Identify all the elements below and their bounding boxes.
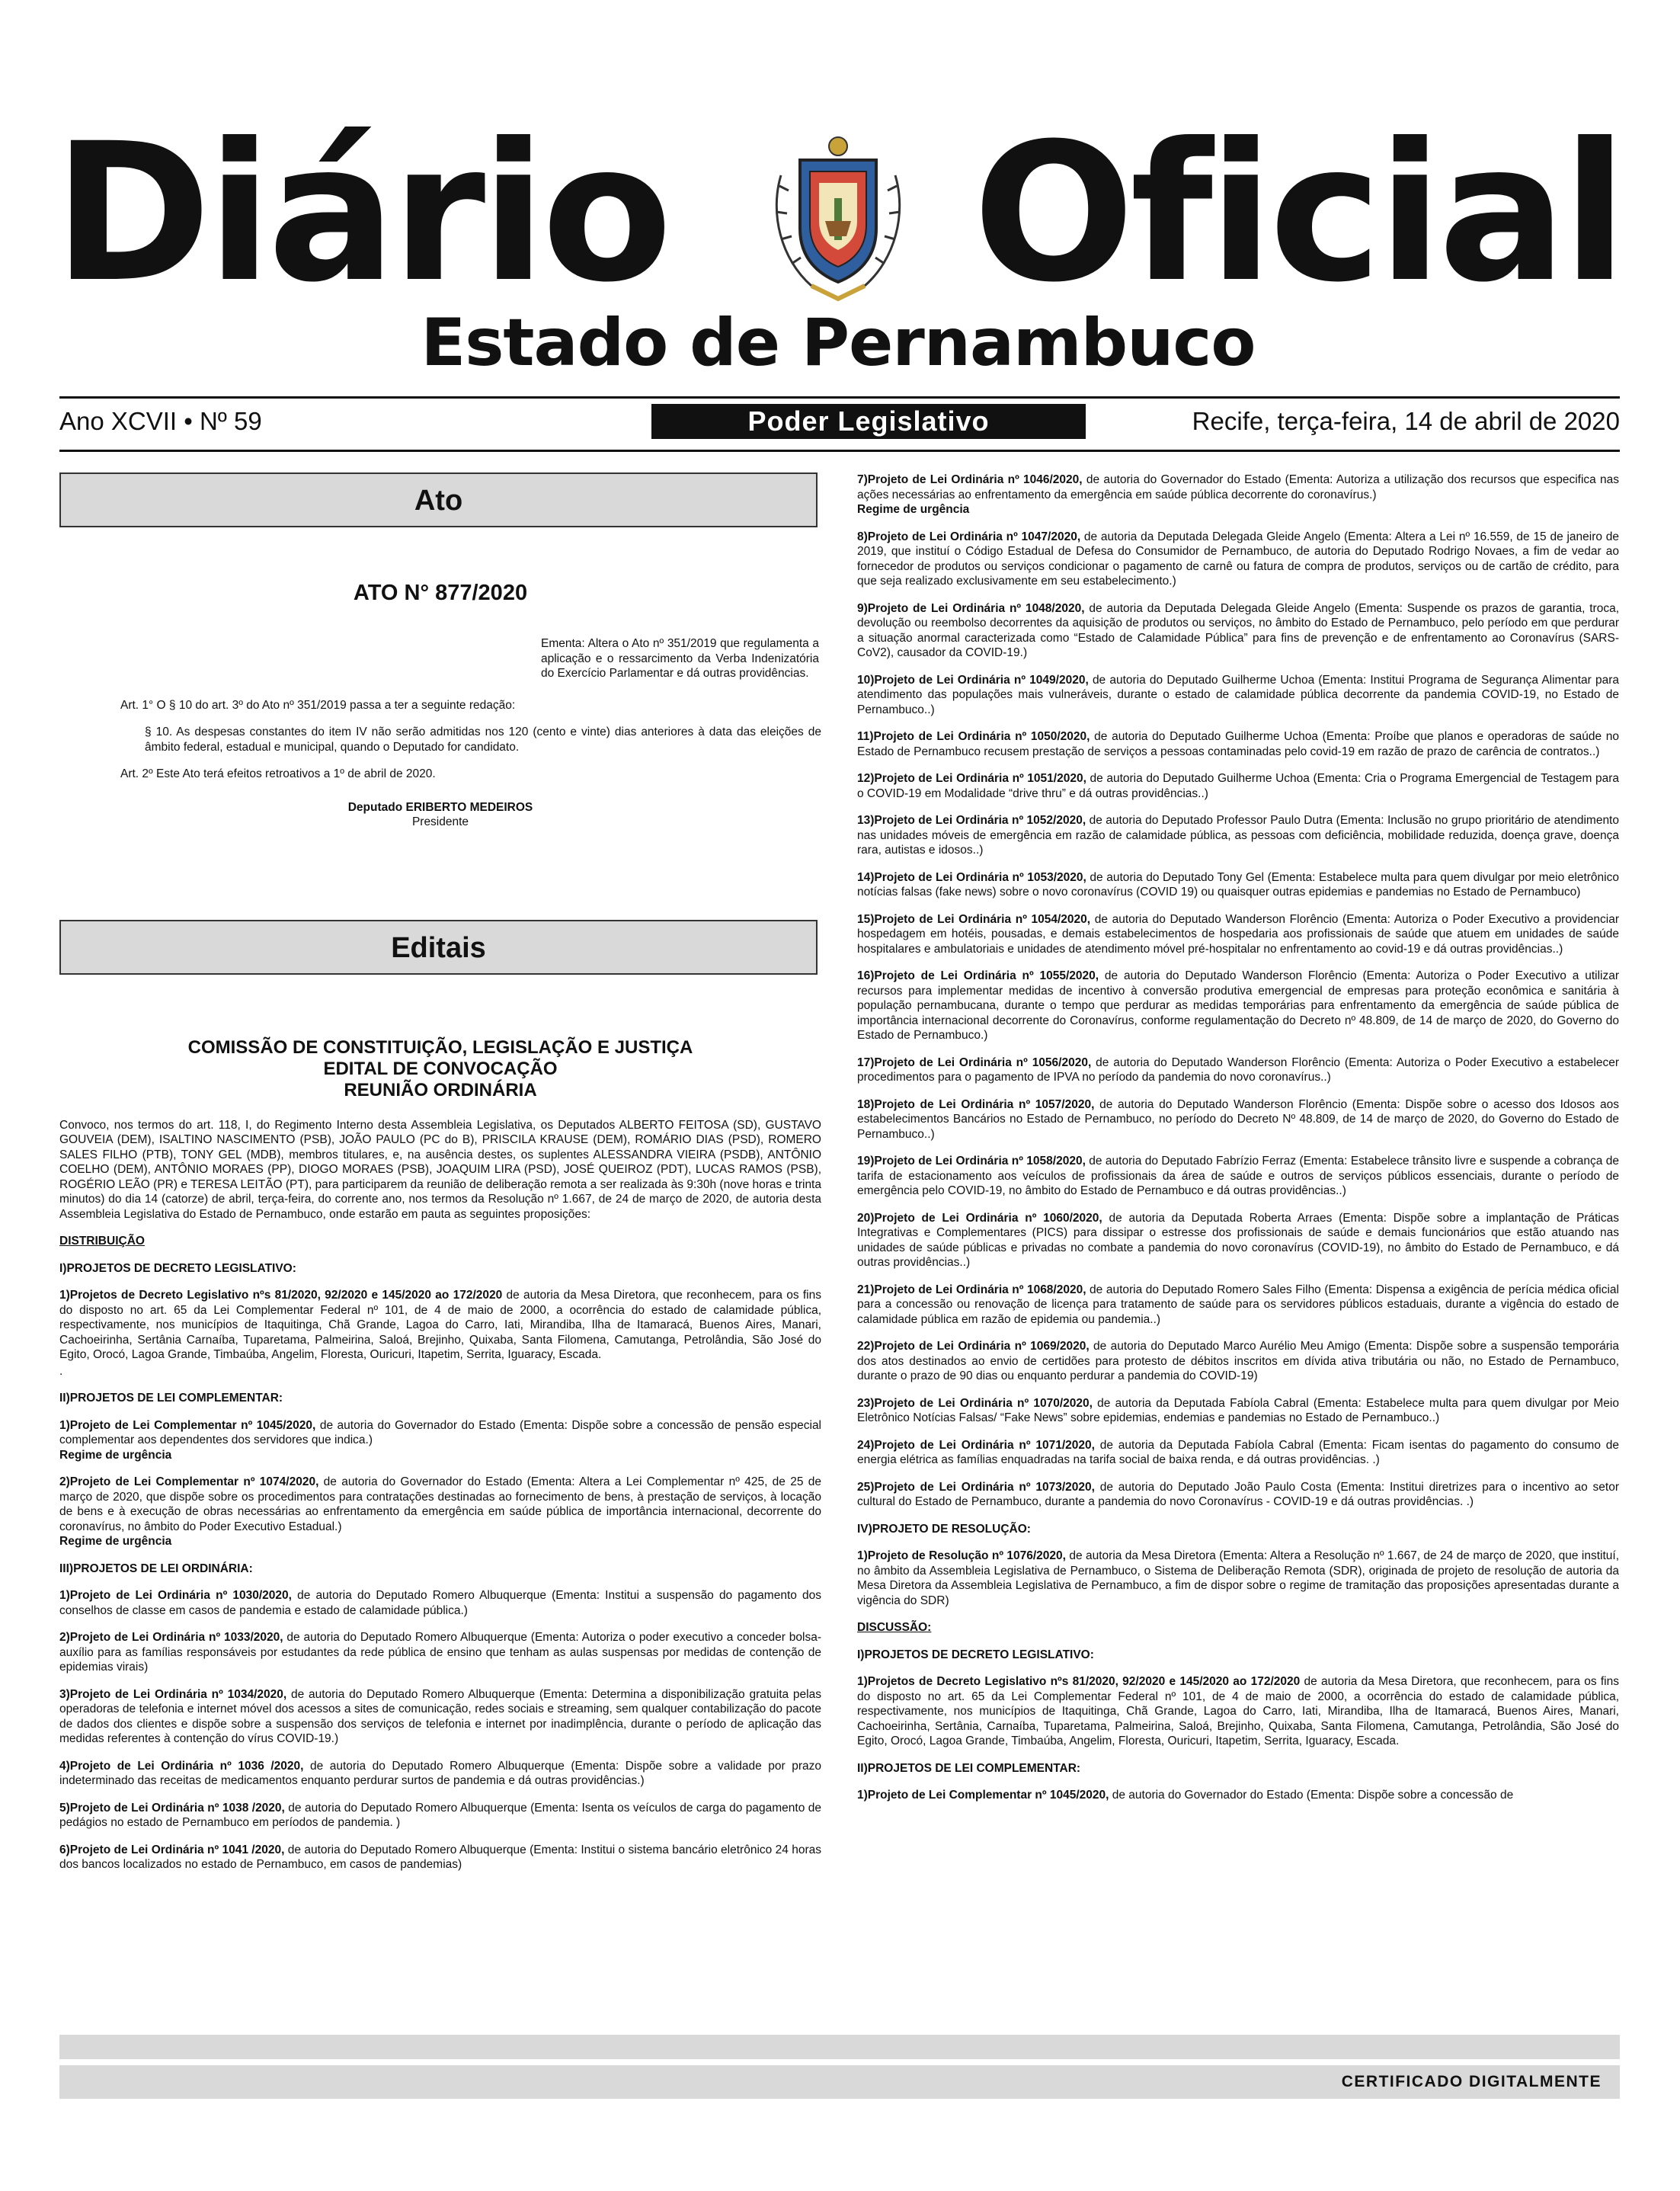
plc-item-2: 2)Projeto de Lei Complementar nº 1074/2020, de autoria do Governador do Estado (Ementa: Altera a Lei Complementar nº 425, de 25 de março de 2020, que dispõe sobre os procedimentos para contratações destinadas ao fornecimento de bens, à prestação de serviços, à locação de bens e à execução de obras necessárias ao enfrentamento da emergência em saúde pública de importância internacional, decorrente do coronavírus, no âmbito do Poder Executivo Estadual.) xyxy=(59,1475,821,1533)
plc-item-1-urgency: Regime de urgência xyxy=(59,1448,172,1462)
resolution-item-1: 1)Projeto de Resolução nº 1076/2020, de autoria da Mesa Diretora (Ementa: Altera a Resolução nº 1.667, de 24 de março de 2020, que instituí, no âmbito da Assembleia Legislativa de Pernambuco, o Sistema de Deliberação Remota (SDR), originada de projeto de resolução de autoria da Mesa Diretora da Assembleia Legislativa de Pernambuco, a fim de dispor sobre o regime de tramitação das proposições apresentadas durante a vigência do SDR) xyxy=(857,1549,1619,1607)
plo-item-3: 3)Projeto de Lei Ordinária nº 1034/2020, de autoria do Deputado Romero Albuquerque (Ementa: Determina a disponibilização gratuita pelas operadoras de telefonia e internet móvel dos acessos a sites de comunicação, redes sociais e streaming, sem qualquer contabilização do pacote de dados dos clientes e dispõe sobre a suspensão dos serviços de telefonia e internet por inadimplência, durante o período de aplicação das medidas referentes à contenção do vírus COVID-19.) xyxy=(59,1687,821,1745)
ato-art2: Art. 2º Este Ato terá efeitos retroativos a 1º de abril de 2020. xyxy=(120,767,436,780)
ato-signer: Deputado ERIBERTO MEDEIROS xyxy=(347,800,533,814)
footer-band xyxy=(59,2035,1620,2059)
masthead-title-left: Diário xyxy=(53,102,668,324)
plo-item-9: 9)Projeto de Lei Ordinária nº 1048/2020, de autoria da Deputada Delegada Gleide Angelo (Ementa: Suspende os prazos de garantia, troca, devolução ou reembolso decorrentes da aquisição de produtos ou serviços, no âmbito do Estado de Pernambuco, pelo período em que perdurar a situação anormal caracterizada como “Estado de Calamidade Pública” para fins de prevenção e de enfrentamento ao Coronavírus (SARS-CoV2), causador da COVID-19.) xyxy=(857,601,1620,659)
left-column xyxy=(59,472,821,1885)
plo-item-21: 21)Projeto de Lei Ordinária nº 1068/2020, de autoria do Deputado Romero Sales Filho (Ementa: Dispensa a exigência de perícia médica oficial para a concessão ou renovação de licença para tratamento de saúde para os servidores públicos estaduais, durante a vigência do estado de calamidade pública em razão de epidemia ou pandemia..) xyxy=(857,1283,1619,1326)
plo-heading: III)PROJETOS DE LEI ORDINÁRIA: xyxy=(59,1562,253,1575)
ato-heading: ATO N° 877/2020 xyxy=(353,581,528,605)
plc-item-1: 1)Projeto de Lei Complementar nº 1045/2020, de autoria do Governador do Estado (Ementa: Dispõe sobre a concessão de pensão especial complementar aos dependentes dos servidores que indica.) xyxy=(59,1418,822,1446)
discussion-heading: DISCUSSÃO: xyxy=(857,1621,932,1634)
plo-item-14: 14)Projeto de Lei Ordinária nº 1053/2020, de autoria do Deputado Tony Gel (Ementa: Estabelece multa para quem divulgar por meio eletrônico notícias falsas (fake news) sobre o novo coronavírus (COVID 19) ou quaisquer outras epidemias e pandemias no Estado de Pernambuco) xyxy=(857,870,1619,899)
publication-date: Recife, terça-feira, 14 de abril de 2020 xyxy=(1192,407,1620,435)
resolution-heading: IV)PROJETO DE RESOLUÇÃO: xyxy=(857,1522,1031,1536)
edital-title-convocation: EDITAL DE CONVOCAÇÃO xyxy=(323,1058,558,1079)
plo-item-10: 10)Projeto de Lei Ordinária nº 1049/2020, de autoria do Deputado Guilherme Uchoa (Ementa: Institui Programa de Segurança Alimentar para atendimento das populações mais vulneráveis, durante o estado de calamidade pública decorrente da pandemia COVID-19, no Estado de Pernambuco..) xyxy=(857,673,1619,716)
distribution-heading: DISTRIBUIÇÃO xyxy=(59,1235,145,1248)
masthead-subtitle: Estado de Pernambuco xyxy=(421,305,1256,381)
section-badge: Poder Legislativo xyxy=(651,404,1086,439)
pdl-dot: . xyxy=(59,1364,63,1378)
section-header-ato: Ato xyxy=(59,472,818,527)
edital-convocation-text: Convoco, nos termos do art. 118, I, do Regimento Interno desta Assembleia Legislativa, os Deputados ALBERTO FEITOSA (SD), GUSTAVO GOUVEIA (DEM), ISALTINO NASCIMENTO (PSB), JOÃO PAULO (PC do B), PRISCILA KRAUSE (DEM), ROMÁRIO DIAS (PSD), ROMERO SALES FILHO (PTB), TONY GEL (MDB), membros titulares, e, na ausência destes, os suplentes ALESSANDRA VIEIRA (PSDB), ANTÔNIO COELHO (DEM), ANTÔNIO MORAES (PP), DIOGO MORAES (PSB), JOAQUIM LIRA (PSD), JOSÉ QUEIROZ (PDT), LUCAS RAMOS (PSB), ROGÉRIO LEÃO (PR) e TERESA LEITÃO (PT), para participarem da reunião de deliberação remota a ser realizada às 9:30h (nove horas e trinta minutos) do dia 14 (catorze) de abril, terça-feira, do corrente ano, nos termos da Resolução nº 1.667, de 24 de março de 2020, de autoria desta Assembleia Legislativa do Estado de Pernambuco, onde estarão em pauta as seguintes proposições: xyxy=(59,1118,821,1221)
discussion-pdl-heading: I)PROJETOS DE DECRETO LEGISLATIVO: xyxy=(857,1648,1094,1661)
plo-item-24: 24)Projeto de Lei Ordinária nº 1071/2020, de autoria da Deputada Fabíola Cabral (Ementa: Ficam isentas do pagamento do consumo de energia elétrica as famílias enquadradas na tarifa social de baixa renda, e dá outras providências. .) xyxy=(857,1438,1619,1466)
header-rule-bottom xyxy=(59,450,1620,452)
info-bar xyxy=(59,404,1620,442)
plo-item-23: 23)Projeto de Lei Ordinária nº 1070/2020, de autoria da Deputada Fabíola Cabral (Ementa: Estabelece multa para quem divulgar por Meio Eletrônico Notícias Falsas/ “Fake News” sobre epidemias, endemias e pandemias no Estado de Pernambuco..) xyxy=(857,1396,1619,1424)
plo-item-18: 18)Projeto de Lei Ordinária nº 1057/2020, de autoria do Deputado Wanderson Florêncio (Ementa: Dispõe sobre o acesso dos Idosos aos estabelecimentos Bancários no Estado de Pernambuco, no período do Decreto Nº 48.809, de 14 de março de 2020, do Governo do Estado de Pernambuco..) xyxy=(857,1097,1619,1141)
right-column xyxy=(857,472,1619,1815)
plo-item-20: 20)Projeto de Lei Ordinária nº 1060/2020, de autoria da Deputada Roberta Arraes (Ementa: Dispõe sobre a implantação de Práticas Integrativas e Complementares (PICS) para dissipar o estresse dos profissionais de saúde e demais funcionários que estão atuando nas unidades de saúde públicas e privadas no combate a pandemia do novo coronavírus (COVID-19), no âmbito do Estado de Pernambuco, e dá outras providências..) xyxy=(857,1211,1619,1269)
pernambuco-coat-of-arms-icon xyxy=(766,130,910,305)
plc-item-2-urgency: Regime de urgência xyxy=(59,1535,172,1548)
plo-item-16: 16)Projeto de Lei Ordinária nº 1055/2020, de autoria do Deputado Wanderson Florêncio (Ementa: Autoriza o Poder Executivo a utilizar recursos para implementar medidas de incentivo à conversão produtiva emergencial de empresas para proteção econômica e sanitária à população pernambucana, durante o tempo que perdurar as medidas temporárias para enfrentamento da emergência de saúde pública de importância internacional decorrente do Coronavírus, conforme regulamentação do Decreto nº 48.809, de 14 de março de 2020, do Governo do Estado de Pernambuco.) xyxy=(857,969,1619,1042)
plo-item-7: 7)Projeto de Lei Ordinária nº 1046/2020, de autoria do Governador do Estado (Ementa: Autoriza a utilização dos recursos que especifica nas ações necessárias ao enfrentamento da emergência em saúde pública decorrente do coronavírus.) xyxy=(857,473,1620,501)
ato-ementa: Ementa: Altera o Ato nº 351/2019 que regulamenta a aplicação e o ressarcimento da Verba Indenizatória do Exercício Parlamentar e dá outras providências. xyxy=(541,637,819,680)
plo-item-11: 11)Projeto de Lei Ordinária nº 1050/2020, de autoria do Deputado Guilherme Uchoa (Ementa: Proíbe que planos e operadoras de saúde no Estado de Pernambuco recusem prestação de serviços a pessoas contaminadas pelo covid-19 em razão de prazo de carência de contratos..) xyxy=(857,730,1619,758)
plo-item-19: 19)Projeto de Lei Ordinária nº 1058/2020, de autoria do Deputado Fabrízio Ferraz (Ementa: Estabelece trânsito livre e suspende a cobrança de tarifa de estacionamento aos veículos de profissionais da área de saúde e outros de serviços públicos essenciais, durante o período de emergência pelo COVID-19, no âmbito do Estado de Pernambuco e dá outras providências..) xyxy=(857,1155,1619,1197)
plc-heading: II)PROJETOS DE LEI COMPLEMENTAR: xyxy=(59,1392,283,1405)
pdl-heading: I)PROJETOS DE DECRETO LEGISLATIVO: xyxy=(59,1261,296,1275)
edital-title-meeting: REUNIÃO ORDINÁRIA xyxy=(344,1079,537,1100)
ato-signer-role: Presidente xyxy=(411,815,469,828)
plo-item-6: 6)Projeto de Lei Ordinária nº 1041 /2020, de autoria do Deputado Romero Albuquerque (Ementa: Institui o sistema bancário eletrônico 24 horas dos bancos localizados no estado de Pernambuco, em casos de pandemias) xyxy=(59,1843,821,1871)
plo-item-4: 4)Projeto de Lei Ordinária nº 1036 /2020, de autoria do Deputado Romero Albuquerque (Ementa: Dispõe sobre a validade por prazo indeterminado das receitas de medicamentos enquanto perdurar surtos de pandemia e dá outras providências.) xyxy=(59,1759,821,1787)
plo-item-15: 15)Projeto de Lei Ordinária nº 1054/2020, de autoria do Deputado Wanderson Florêncio (Ementa: Autoriza o Poder Executivo a providenciar hospedagem em hotéis, pousadas, e demais estabelecimentos de hospedaria aos profissionais de saúde que atuem em unidades de saúde hospitalares e ambulatoriais e unidades de atendimento móvel pré-hospitalar no enfrentamento ao covid-19 e dá outras providências..) xyxy=(857,912,1619,956)
plo-item-22: 22)Projeto de Lei Ordinária nº 1069/2020, de autoria do Deputado Marco Aurélio Meu Amigo (Ementa: Dispõe sobre a suspensão temporária dos atos destinados ao envio de certidões para protesto de débitos inscritos em dívida ativa tributária ou não, no Estado de Pernambuco, durante o prazo de 90 dias ou enquanto perdurar a pandemia do COVID-19) xyxy=(857,1340,1619,1382)
plo-item-7-urgency: Regime de urgência xyxy=(857,503,970,516)
ato-paragraph-10: § 10. As despesas constantes do item IV não serão admitidas nos 120 (cento e vinte) dias anteriores à data das eleições de âmbito federal, estadual e municipal, quando o Deputado for candidato. xyxy=(145,726,821,754)
plo-item-13: 13)Projeto de Lei Ordinária nº 1052/2020, de autoria do Deputado Professor Paulo Dutra (Ementa: Inclusão no grupo prioritário de atendimento nas unidades móveis de emergência em razão de calamidade pública, as pessoas com deficiência, mobilidade reduzida, doença grave, doença rara, autistas e idosos..) xyxy=(857,814,1619,857)
plo-item-17: 17)Projeto de Lei Ordinária nº 1056/2020, de autoria do Deputado Wanderson Florêncio (Ementa: Autoriza o Poder Executivo a estabelecer procedimentos para o pagamento de IPVA no período da pandemia do novo coronavírus..) xyxy=(857,1055,1619,1084)
discussion-pdl-item-1: 1)Projetos de Decreto Legislativo nºs 81/2020, 92/2020 e 145/2020 ao 172/2020 de autoria da Mesa Diretora, que reconhecem, para os fins do disposto no art. 65 da Lei Complementar Federal nº 101, de 4 de maio de 2000, a ocorrência do estado de calamidade pública, respectivamente, nos municípios de Itaquitinga, Chã Grande, Lagoa do Carro, Iati, Mirandiba, Ilha de Itamaracá, Buenos Aires, Manari, Cachoeirinha, Sertânia, Carnaíba, Tuparetama, Palmeirina, Saloá, Brejinho, Quixaba, Santa Filomena, Camutanga, Petrolândia, São José do Egito, Orocó, Lagoa Grande, Timbaúba, Angelim, Floresta, Ouricuri, Itapetim, Serrita, Iguaracy, Escada. xyxy=(857,1675,1619,1747)
plo-item-25: 25)Projeto de Lei Ordinária nº 1073/2020, de autoria do Deputado João Paulo Costa (Ementa: Institui diretrizes para o incentivo ao setor cultural do Estado de Pernambuco, durante a pandemia do novo Coronavírus - COVID-19 e dá outras providências. .) xyxy=(857,1480,1620,1508)
section-header-editais: Editais xyxy=(59,920,818,975)
pdl-item-1: 1)Projetos de Decreto Legislativo nºs 81/2020, 92/2020 e 145/2020 ao 172/2020 de autoria da Mesa Diretora, que reconhecem, para os fins do disposto no art. 65 da Lei Complementar Federal nº 101, de 4 de maio de 2000, a ocorrência do estado de calamidade pública, respectivamente, nos municípios de Itaquitinga, Chã Grande, Lagoa do Carro, Iati, Mirandiba, Ilha de Itamaracá, Buenos Aires, Manari, Cachoeirinha, Sertânia Carnaíba, Tuparetama, Palmeirina, Saloá, Brejinho, Quixaba, Santa Filomena, Camutanga, Petrolândia, São José do Egito, Orocó, Lagoa Grande, Timbaúba, Angelim, Floresta, Ouricuri, Itapetim, Serrita, Iguaracy, Escada. xyxy=(59,1289,821,1361)
footer-certificate-band xyxy=(59,2065,1620,2099)
plo-item-2: 2)Projeto de Lei Ordinária nº 1033/2020, de autoria do Deputado Romero Albuquerque (Ementa: Autoriza o poder executivo a conceder bolsa-auxílio para as famílias responsáveis por estudantes da rede pública de ensino que tenham as aulas suspensas por medidas de contenção de epidemias virais) xyxy=(59,1631,821,1674)
discussion-plc-heading: II)PROJETOS DE LEI COMPLEMENTAR: xyxy=(857,1761,1081,1775)
plo-item-5: 5)Projeto de Lei Ordinária nº 1038 /2020, de autoria do Deputado Romero Albuquerque (Ementa: Isenta os veículos de carga do pagamento de pedágios no estado de Pernambuco em períodos de pandemia. ) xyxy=(59,1801,821,1829)
edition-number: Ano XCVII • Nº 59 xyxy=(59,407,262,435)
plo-item-12: 12)Projeto de Lei Ordinária nº 1051/2020, de autoria do Deputado Guilherme Uchoa (Ementa: Cria o Programa Emergencial de Testagem para o COVID-19 em Modalidade “drive thru” e dá outras providências..) xyxy=(857,772,1619,800)
digital-certificate-label: CERTIFICADO DIGITALMENTE xyxy=(1341,2073,1602,2090)
ato-art1: Art. 1° O § 10 do art. 3º do Ato nº 351/2019 passa a ter a seguinte redação: xyxy=(120,698,516,712)
plo-item-8: 8)Projeto de Lei Ordinária nº 1047/2020, de autoria da Deputada Delegada Gleide Angelo (Ementa: Altera a Lei nº 16.559, de 15 de janeiro de 2019, que instituí o Código Estadual de Defesa do Consumidor de Pernambuco, de autoria do Deputado Rodrigo Novaes, a fim de vedar ao fornecedor de produtos ou serviços condicionar o pagamento de carnê ou fatura de compra de produtos, serviços ou de cartão de crédito, para que seja realizado exclusivamente em seu estabelecimento.) xyxy=(857,530,1620,588)
edital-title-commission: COMISSÃO DE CONSTITUIÇÃO, LEGISLAÇÃO E JUSTIÇA xyxy=(187,1036,693,1058)
plo-item-1: 1)Projeto de Lei Ordinária nº 1030/2020, de autoria do Deputado Romero Albuquerque (Ementa: Institui a suspensão do pagamento dos conselhos de classe em casos de pandemia e estado de calamidade pública.) xyxy=(59,1589,821,1617)
discussion-plc-item-1: 1)Projeto de Lei Complementar nº 1045/2020, de autoria do Governador do Estado (Ementa: Dispõe sobre a concessão de xyxy=(857,1789,1514,1802)
header-rule-top xyxy=(59,396,1620,399)
masthead xyxy=(53,102,1623,381)
masthead-title-right: Oficial xyxy=(972,102,1623,324)
